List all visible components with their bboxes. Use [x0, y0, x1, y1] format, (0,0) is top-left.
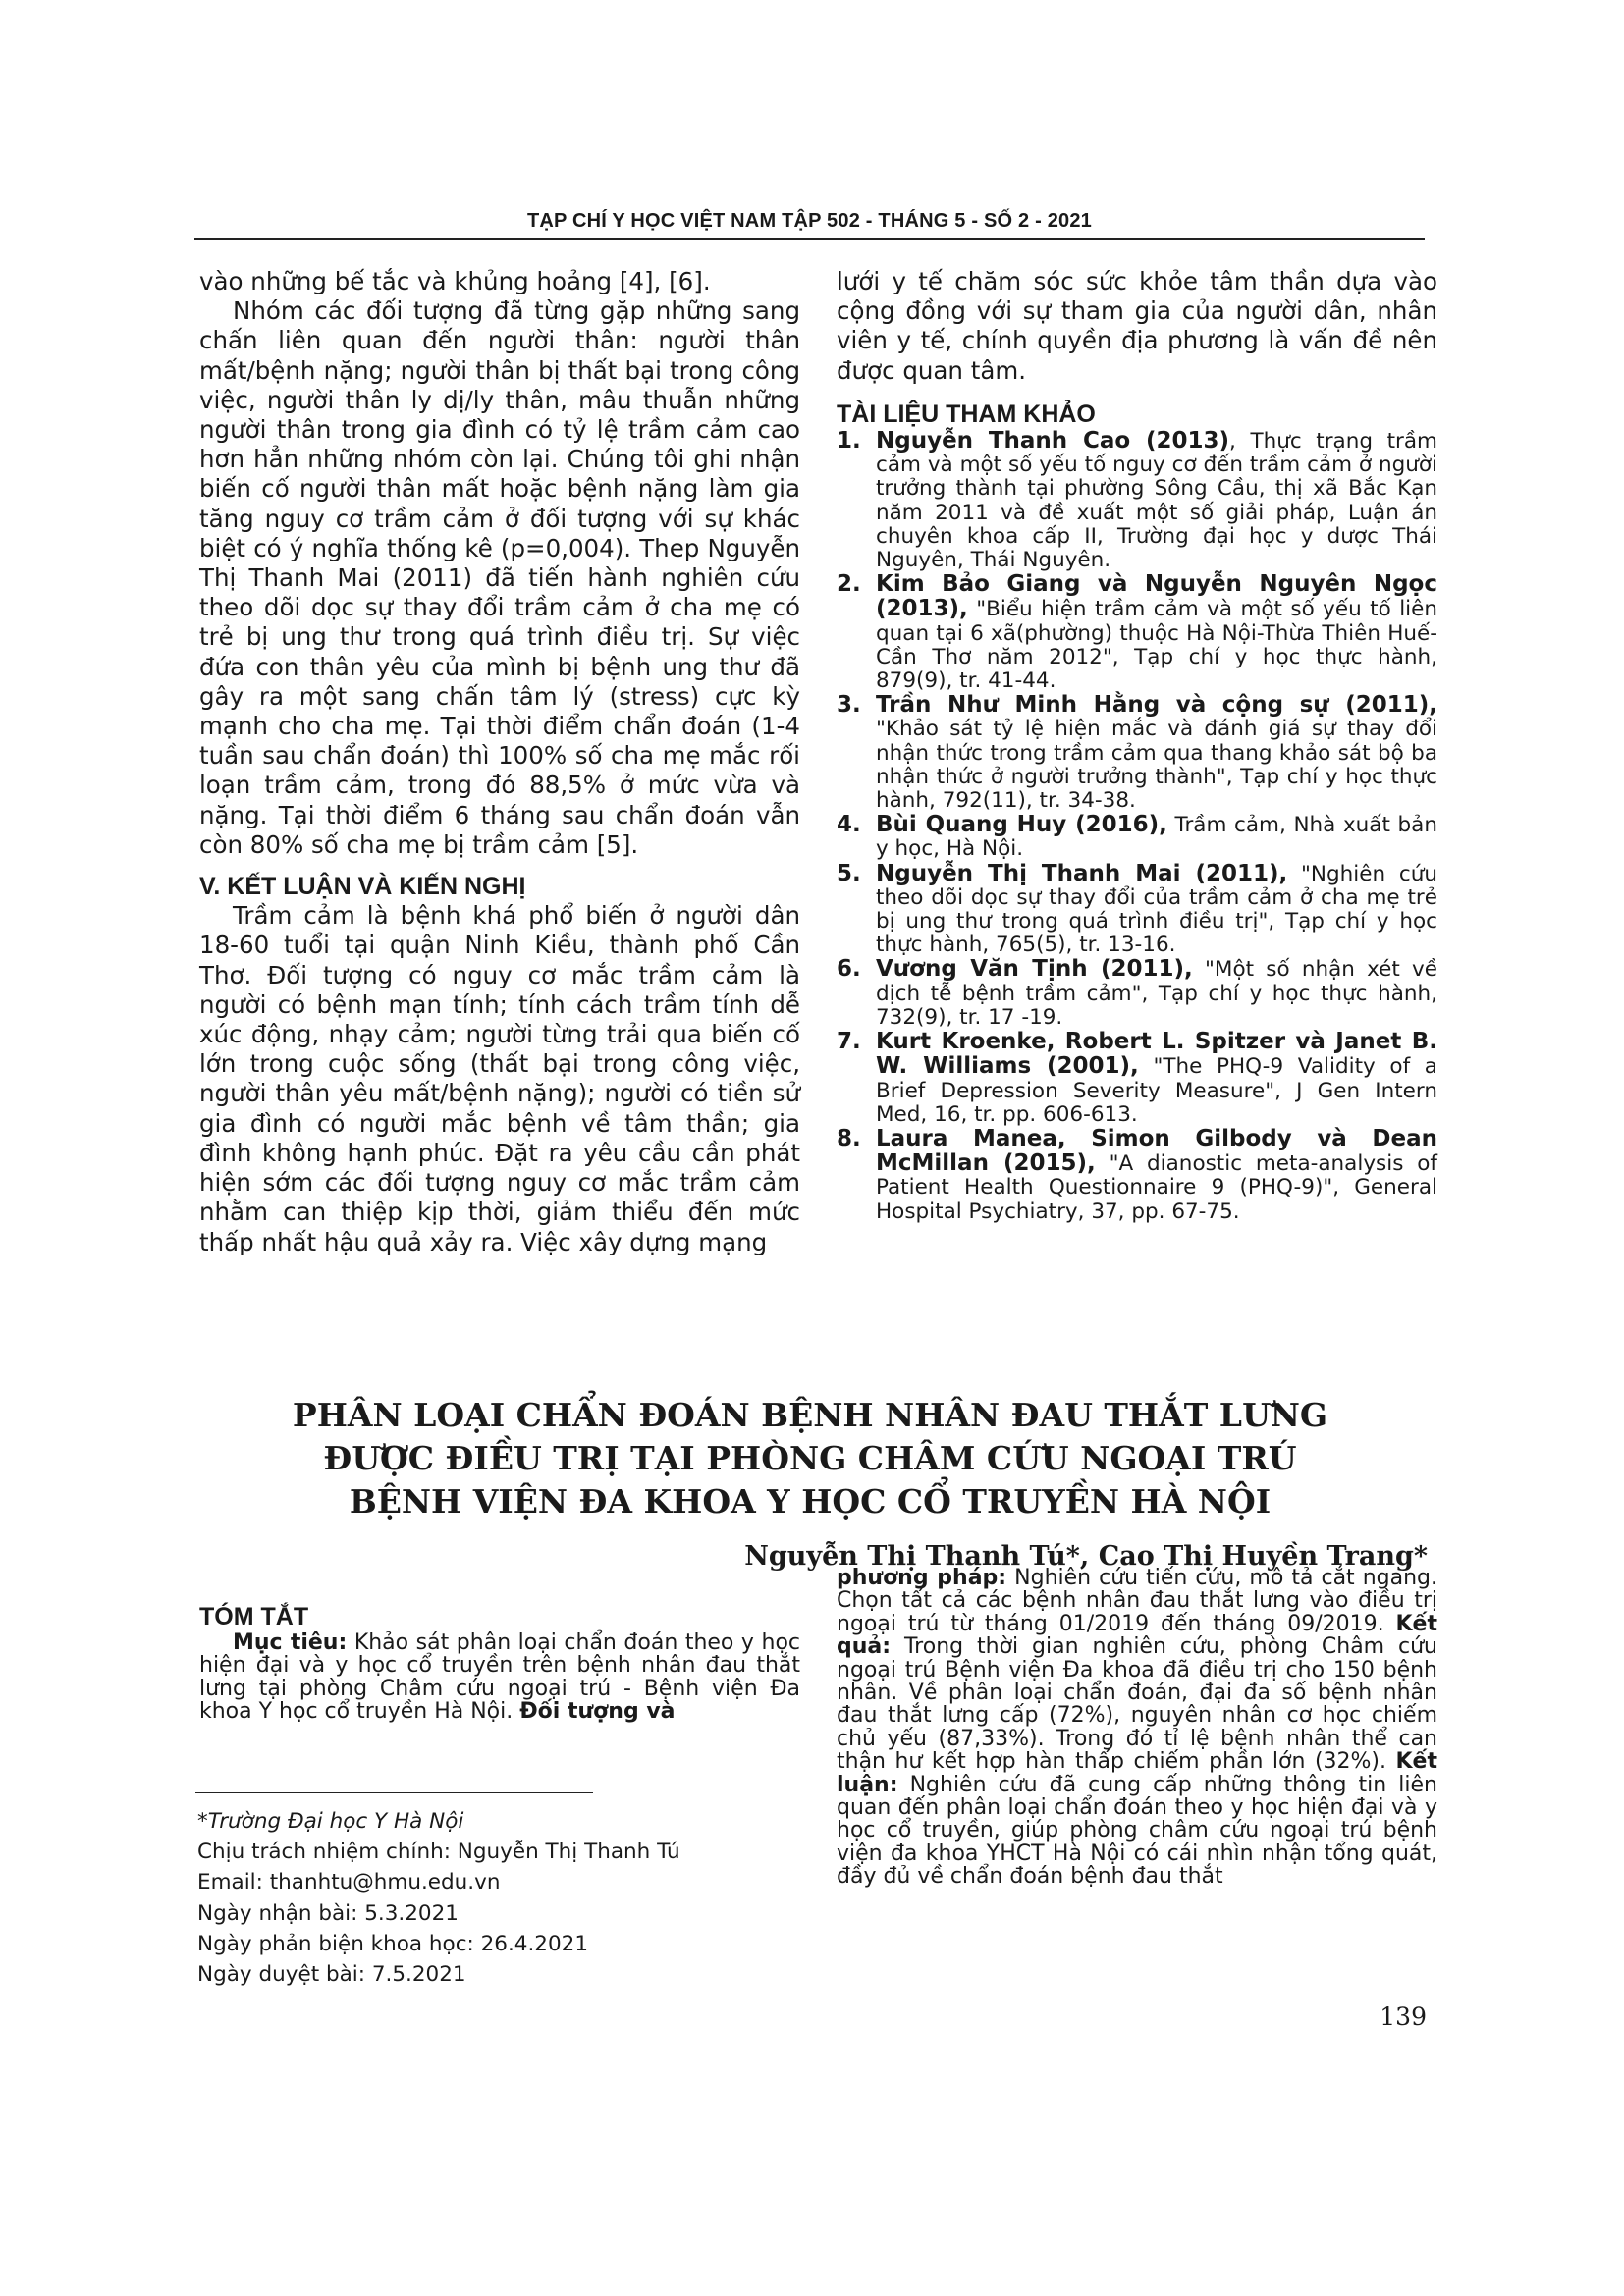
article-title-line-1: PHÂN LOẠI CHẨN ĐOÁN BỆNH NHÂN ĐAU THẮT LƯNG [292, 1396, 1328, 1434]
article-authors: Nguyễn Thị Thanh Tú*, Cao Thị Huyền Trang* [744, 1541, 1428, 1572]
footnote-rule [195, 1792, 593, 1793]
reference-item: 4. Bùi Quang Huy (2016), Trầm cảm, Nhà xuất bản y học, Hà Nội. [837, 812, 1437, 862]
footnote-affiliation: *Trường Đại học Y Hà Nội [197, 1809, 464, 1834]
footnote-email: Email: thanhtu@hmu.edu.vn [197, 1870, 501, 1896]
reference-item: 8. Laura Manea, Simon Gilbody và Dean McMillan (2015), "A dianostic meta-analysis of Patient Health Questionnaire 9 (PHQ-9)", General Hospital Psychiatry, 37, pp. 67-75. [837, 1125, 1437, 1224]
abstract-continued: phương pháp: Nghiên cứu tiến cứu, mô tả cắt ngang. Chọn tất cả các bệnh nhân đau thắt lưng vào điều trị ngoại trú từ tháng 01/2019 đến tháng 09/2019. Kết quả: Trong thời gian nghiên cứu, phòng Châm cứu ngoại trú Bệnh viện Đa khoa đã điều trị cho 150 bệnh nhân. Về phân loại chẩn đoán, đại đa số bệnh nhân đau thắt lưng cấp (72%), nguyên nhân cơ học chiếm chủ yếu (87,33%). Trong đó tỉ lệ bệnh nhân thể can thận hư kết hợp hàn thấp chiếm phần lớn (32%). Kết luận: Nghiên cứu đã cung cấp những thông tin liên quan đến phân loại chẩn đoán theo y học hiện đại và y học cổ truyền, giúp phòng châm cứu ngoại trú bệnh viện đa khoa YHCT Hà Nội có cái nhìn nhận tổng quát, đầy đủ về chẩn đoán bệnh đau thắt [837, 1566, 1437, 1890]
page-number: 139 [1380, 2002, 1427, 2031]
article-title-line-3: BỆNH VIỆN ĐA KHOA Y HỌC CỔ TRUYỀN HÀ NỘI [349, 1482, 1272, 1521]
article-title [196, 1394, 1424, 1523]
footnote-reviewed: Ngày phản biện khoa học: 26.4.2021 [197, 1931, 589, 1956]
footnote [197, 1806, 680, 1990]
section-heading-conclusion: V. KẾT LUẬN VÀ KIẾN NGHỊ [199, 873, 526, 901]
left-paragraph-3: Trầm cảm là bệnh khá phổ biến ở người dân 18-60 tuổi tại quận Ninh Kiều, thành phố Cần Thơ. Đối tượng có nguy cơ mắc trầm cảm là người có bệnh mạn tính; tính cách trầm tính dễ xúc động, nhạy cảm; người từng trải qua biến cố lớn trong cuộc sống (thất bại trong công việc, người thân yêu mất/bệnh nặng); người có tiền sử gia đình có người mắc bệnh về tâm thần; gia đình không hạnh phúc. Đặt ra yêu cầu cần phát hiện sớm các đối tượng nguy cơ mắc trầm cảm nhằm can thiệp kịp thời, giảm thiểu đến mức thấp nhất hậu quả xảy ra. Việc xây dựng mạng [199, 901, 800, 1256]
reference-item: 3. Trần Như Minh Hằng và cộng sự (2011), "Khảo sát tỷ lệ hiện mắc và đánh giá sự thay đổi nhận thức trong trầm cảm qua thang khảo sát bộ ba nhận thức ở người trưởng thành", Tạp chí y học thực hành, 792(11), tr. 34-38. [837, 692, 1437, 814]
abstract-heading: TÓM TẮT [199, 1603, 309, 1630]
reference-item: 7. Kurt Kroenke, Robert L. Spitzer và Janet B. W. Williams (2001), "The PHQ-9 Validity of a Brief Depression Severity Measure", J Gen Intern Med, 16, tr. pp. 606-613. [837, 1029, 1437, 1127]
abstract-left [199, 1602, 800, 1724]
references-list [837, 429, 1437, 1224]
left-paragraph-2: Nhóm các đối tượng đã từng gặp những sang chấn liên quan đến người thân: người thân mất/bệnh nặng; người thân bị thất bại trong công việc, người thân ly dị/ly thân, mâu thuẫn những người thân trong gia đình có tỷ lệ trầm cảm cao hơn hẳn những nhóm còn lại. Chúng tôi ghi nhận biến cố người thân mất hoặc bệnh nặng làm gia tăng nguy cơ trầm cảm ở đối tượng với sự khác biệt có ý nghĩa thống kê (p=0,004). Thep Nguyễn Thị Thanh Mai (2011) đã tiến hành nghiên cứu theo dõi dọc sự thay đổi trầm cảm ở cha mẹ có trẻ bị ung thư trong quá trình điều trị. Sự việc đứa con thân yêu của mình bị bệnh ung thư đã gây ra một sang chấn tâm lý (stress) cực kỳ mạnh cho cha mẹ. Tại thời điểm chẩn đoán (1-4 tuần sau chẩn đoán) thì 100% số cha mẹ mắc rối loạn trầm cảm, trong đó 88,5% ở mức vừa và nặng. Tại thời điểm 6 tháng sau chẩn đoán vẫn còn 80% số cha mẹ bị trầm cảm [5]. [199, 296, 800, 859]
reference-item: 2. Kim Bảo Giang và Nguyễn Nguyên Ngọc (2013), "Biểu hiện trầm cảm và một số yếu tố liên quan tại 6 xã(phường) thuộc Hà Nội-Thừa Thiên Huế-Cần Thơ năm 2012", Tạp chí y học thực hành, 879(9), tr. 41-44. [837, 571, 1437, 694]
footnote-accepted: Ngày duyệt bài: 7.5.2021 [197, 1962, 466, 1988]
left-paragraph-1: vào những bế tắc và khủng hoảng [4], [6]. [199, 267, 711, 295]
article-title-line-2: ĐƯỢC ĐIỀU TRỊ TẠI PHÒNG CHÂM CỨU NGOẠI TRÚ [323, 1439, 1297, 1477]
footnote-received: Ngày nhận bài: 5.3.2021 [197, 1900, 459, 1926]
abstract-objective: Mục tiêu: Khảo sát phân loại chẩn đoán theo y học hiện đại và y học cổ truyền trên bệnh nhân đau thắt lưng tại phòng Châm cứu ngoại trú - Bệnh viện Đa khoa Y học cổ truyền Hà Nội. Đối tượng và [199, 1630, 801, 1725]
right-column [837, 267, 1437, 1224]
abstract-right [837, 1567, 1437, 1889]
footnote-responsible: Chịu trách nhiệm chính: Nguyễn Thị Thanh Tú [197, 1840, 680, 1865]
left-column [199, 267, 800, 1257]
journal-header: TẠP CHÍ Y HỌC VIỆT NAM TẬP 502 - THÁNG 5 - SỐ 2 - 2021 [526, 210, 1093, 232]
right-paragraph-1: lưới y tế chăm sóc sức khỏe tâm thần dựa vào cộng đồng với sự tham gia của người dân, nhân viên y tế, chính quyền địa phương là vấn đề nên được quan tâm. [837, 267, 1437, 385]
references-heading: TÀI LIỆU THAM KHẢO [837, 400, 1096, 428]
reference-item: 5. Nguyễn Thị Thanh Mai (2011), "Nghiên cứu theo dõi dọc sự thay đổi của trầm cảm ở cha mẹ trẻ bị ung thư trong quá trình điều trị", Tạp chí y học thực hành, 765(5), tr. 13-16. [837, 860, 1437, 958]
header-rule [194, 238, 1425, 240]
reference-item: 6. Vương Văn Tịnh (2011), "Một số nhận xét về dịch tễ bệnh trầm cảm", Tạp chí y học thực hành, 732(9), tr. 17 -19. [837, 956, 1437, 1030]
reference-item: 1. Nguyễn Thanh Cao (2013), Thực trạng trầm cảm và một số yếu tố nguy cơ đến trầm cảm ở người trưởng thành tại phường Sông Cầu, thị xã Bắc Kạn năm 2011 và đề xuất một số giải pháp, Luận án chuyên khoa cấp II, Trường đại học y dược Thái Nguyên, Thái Nguyên. [837, 428, 1437, 573]
